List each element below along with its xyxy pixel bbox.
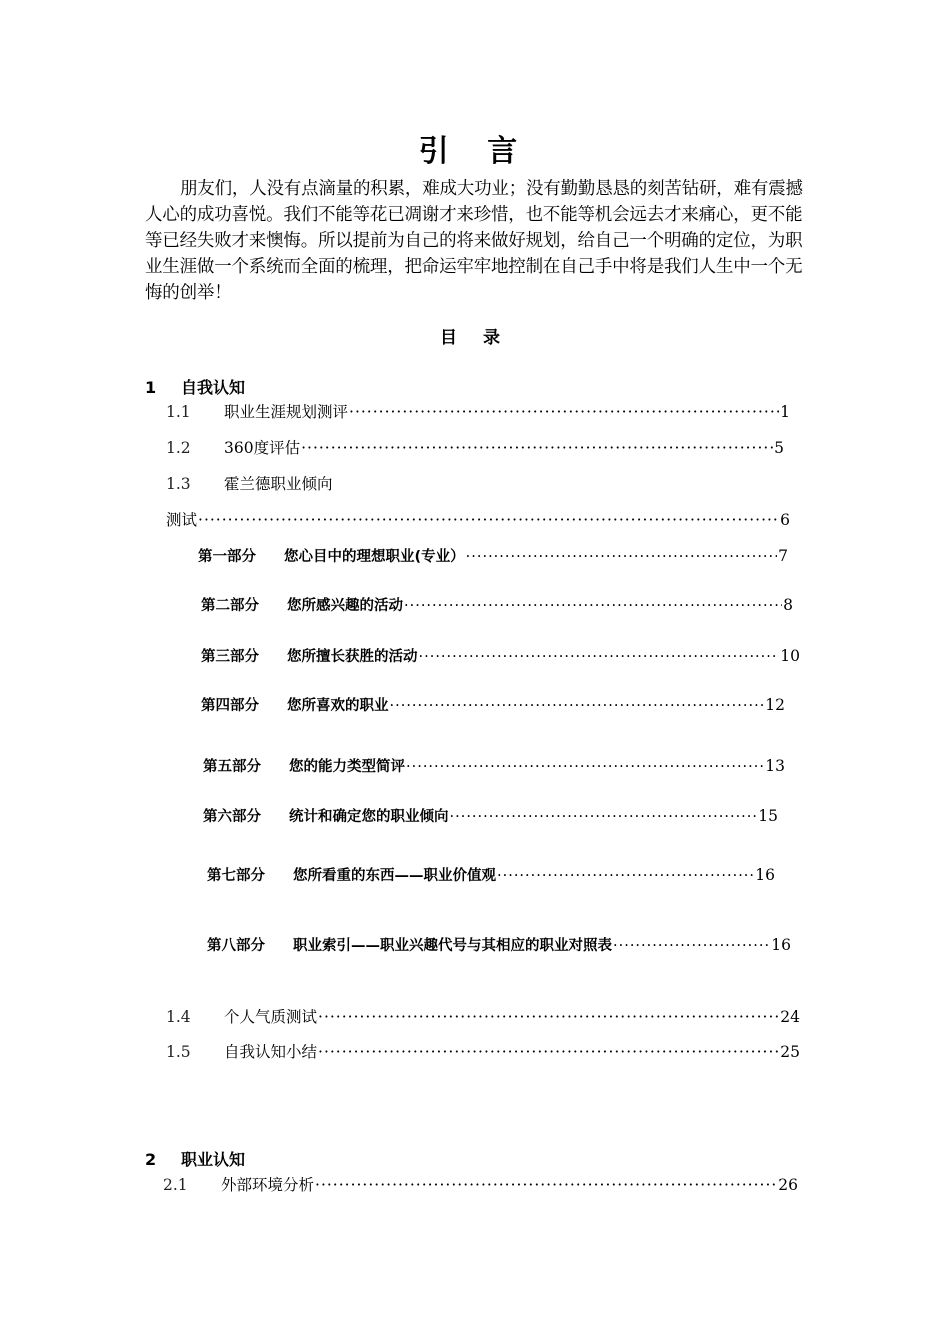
chapter-title: 职业认知 xyxy=(181,1150,246,1169)
dot-leader xyxy=(466,546,777,568)
part-title: 您心目中的理想职业(专业） xyxy=(284,549,465,565)
part-label: 第六部分 xyxy=(203,809,261,825)
dot-leader xyxy=(497,865,754,887)
part-label: 第四部分 xyxy=(201,698,259,714)
dot-leader xyxy=(406,756,764,778)
section-title: 个人气质测试 xyxy=(224,1008,318,1026)
part-title: 统计和确定您的职业倾向 xyxy=(289,809,449,825)
dot-leader xyxy=(404,595,782,617)
section-title: 霍兰德职业倾向 xyxy=(224,475,333,493)
dot-leader xyxy=(613,935,770,957)
part-label: 第二部分 xyxy=(201,598,259,614)
dot-leader xyxy=(198,509,779,531)
toc-title: 目 录 xyxy=(440,328,510,348)
part-label: 第八部分 xyxy=(207,938,265,954)
intro-paragraph: 朋友们，人没有点滴量的积累，难成大功业；没有勤勤恳恳的刻苦钻研，难有震撼人心的成功喜悦。我们不能等花已凋谢才来珍惜，也不能等机会远去才来痛心，更不能等已经失败才来懊悔。所以提前为自己的将来做好规划，给自己一个明确的定位，为职业生涯做一个系统而全面的梳理，把命运牢牢地控制在自己手中将是我们人生中一个无悔的创举！ xyxy=(145,179,803,303)
page-number: 8 xyxy=(783,596,793,614)
part-title: 您所擅长获胜的活动 xyxy=(287,649,418,665)
toc-part[interactable] xyxy=(207,864,775,887)
page-number: 5 xyxy=(774,439,784,457)
part-label: 第七部分 xyxy=(207,868,265,884)
toc-entry[interactable] xyxy=(166,473,333,495)
dot-leader xyxy=(318,1041,779,1063)
toc-entry[interactable] xyxy=(166,401,790,423)
toc-part[interactable] xyxy=(201,645,800,668)
toc-part[interactable] xyxy=(203,755,785,778)
page-number: 16 xyxy=(755,866,775,884)
part-title: 您所看重的东西——职业价值观 xyxy=(293,868,496,884)
dot-leader xyxy=(450,806,758,828)
page-number: 10 xyxy=(780,647,800,665)
toc-entry[interactable] xyxy=(166,1006,800,1028)
part-label: 第五部分 xyxy=(203,759,261,775)
toc-chapter[interactable] xyxy=(145,1149,245,1171)
toc-entry[interactable] xyxy=(166,437,784,459)
section-title: 测试 xyxy=(166,511,198,529)
chapter-title: 自我认知 xyxy=(181,378,246,397)
section-number: 2.1 xyxy=(163,1176,188,1194)
chapter-number: 1 xyxy=(145,378,157,397)
section-number: 1.2 xyxy=(166,439,191,457)
page-number: 16 xyxy=(771,936,791,954)
dot-leader xyxy=(318,1006,779,1028)
toc-entry[interactable] xyxy=(166,1041,800,1063)
section-title: 360度评估 xyxy=(224,439,301,457)
page-number: 24 xyxy=(780,1008,800,1026)
section-title: 职业生涯规划测评 xyxy=(224,403,349,421)
dot-leader xyxy=(315,1174,777,1196)
section-title: 外部环境分析 xyxy=(221,1176,315,1194)
dot-leader xyxy=(390,695,765,717)
section-number: 1.4 xyxy=(166,1008,191,1026)
part-label: 第三部分 xyxy=(201,649,259,665)
part-title: 您所喜欢的职业 xyxy=(287,698,389,714)
section-number: 1.5 xyxy=(166,1043,191,1061)
page-number: 1 xyxy=(780,403,790,421)
toc-part[interactable] xyxy=(207,934,791,957)
chapter-number: 2 xyxy=(145,1150,157,1169)
toc-chapter[interactable] xyxy=(145,377,245,399)
part-title: 您所感兴趣的活动 xyxy=(287,598,403,614)
section-number: 1.1 xyxy=(166,403,191,421)
page-number: 7 xyxy=(778,547,788,565)
part-label: 第一部分 xyxy=(198,549,256,565)
toc-part[interactable] xyxy=(201,594,793,617)
page-number: 13 xyxy=(765,757,785,775)
dot-leader xyxy=(419,646,780,668)
toc-entry-continuation[interactable] xyxy=(166,509,790,531)
page-number: 26 xyxy=(778,1176,798,1194)
section-title: 自我认知小结 xyxy=(224,1043,318,1061)
dot-leader xyxy=(301,437,773,459)
page-title: 引 言 xyxy=(418,134,532,169)
section-number: 1.3 xyxy=(166,475,191,493)
toc-part[interactable] xyxy=(198,545,788,568)
part-title: 职业索引——职业兴趣代号与其相应的职业对照表 xyxy=(293,938,612,954)
page-number: 6 xyxy=(780,511,790,529)
part-title: 您的能力类型简评 xyxy=(289,759,405,775)
toc-entry[interactable] xyxy=(163,1174,798,1196)
page-number: 15 xyxy=(758,807,778,825)
toc-part[interactable] xyxy=(203,805,778,828)
page-number: 25 xyxy=(780,1043,800,1061)
toc-part[interactable] xyxy=(201,694,785,717)
page-number: 12 xyxy=(765,696,785,714)
dot-leader xyxy=(349,401,779,423)
